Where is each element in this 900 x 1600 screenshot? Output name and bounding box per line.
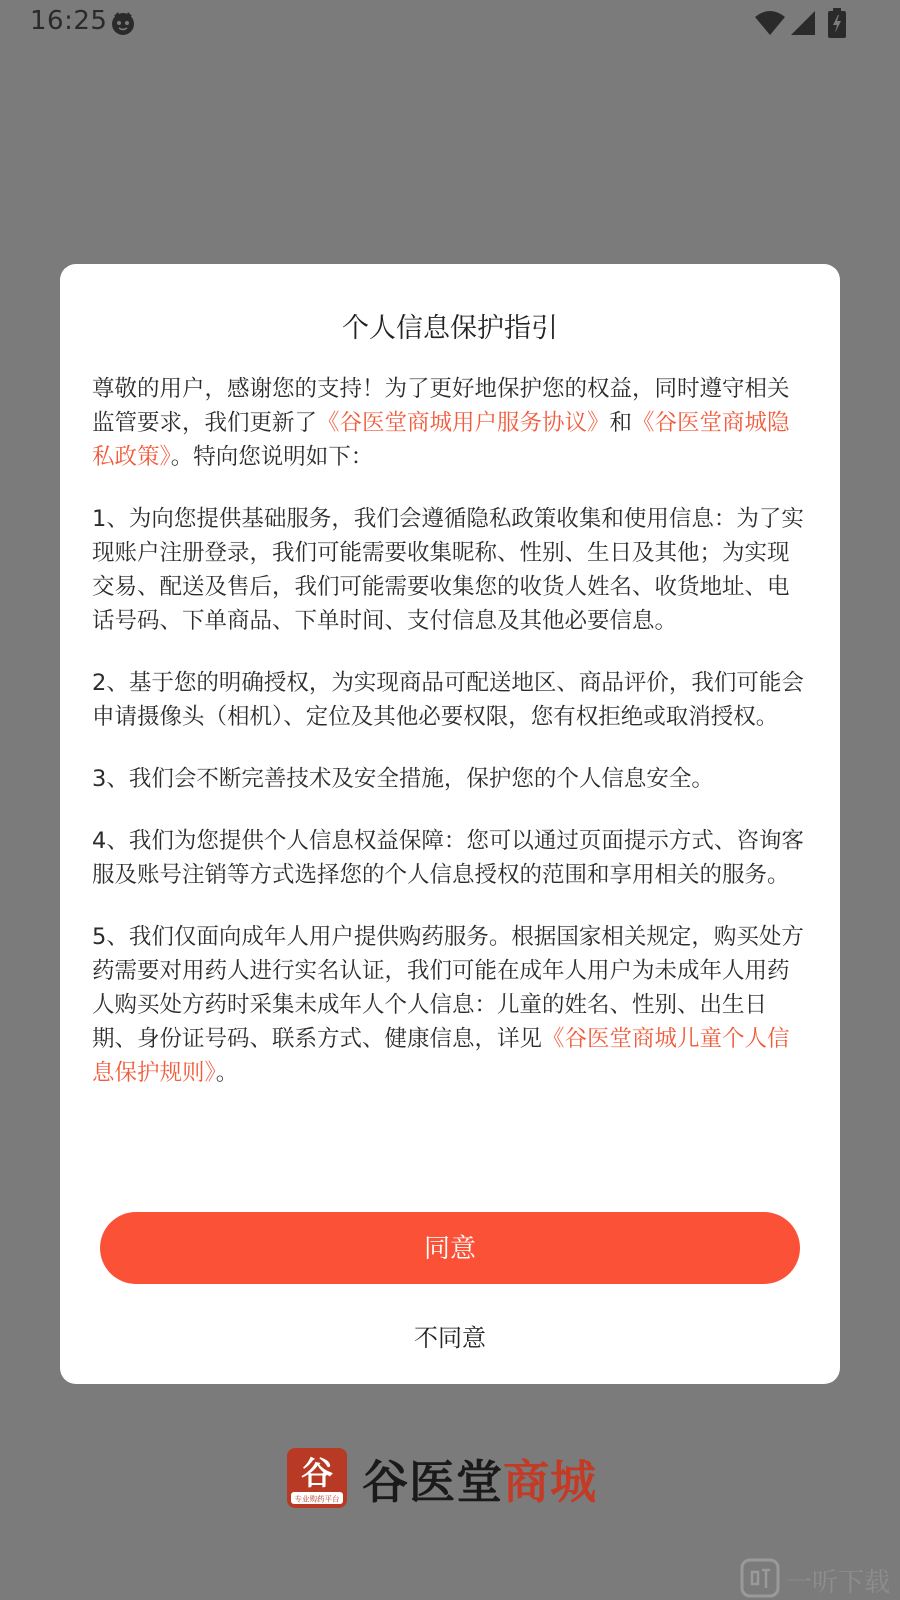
status-time: 16:25 [30, 6, 108, 36]
item-3-paragraph: 3、我们会不断完善技术及安全措施，保护您的个人信息安全。 [92, 766, 714, 792]
child-privacy-rules-link[interactable]: 《谷医堂商城儿童个人信息保护规则》 [92, 1026, 790, 1086]
privacy-dialog [60, 264, 840, 1384]
item-5-paragraph [92, 920, 810, 1090]
item-1-paragraph: 1、为向您提供基础服务，我们会遵循隐私政策收集和使用信息：为了实现账户注册登录，我们可能需要收集昵称、性别、生日及其他；为实现交易、配送及售后，我们可能需要收集您的收货人姓名、收货地址、电话号码、下单商品、下单时间、支付信息及其他必要信息。 [92, 506, 804, 634]
app-logo-icon [287, 1448, 347, 1508]
watermark-logo-icon [740, 1558, 780, 1598]
battery-charging-icon [828, 8, 846, 38]
intro-paragraph [92, 372, 810, 474]
brand-name [362, 1446, 597, 1512]
brand-name-main: 谷医堂 [362, 1455, 503, 1509]
item-2-paragraph: 2、基于您的明确授权，为实现商品可配送地区、商品评价，我们可能会申请摄像头（相机）、定位及其他必要权限，您有权拒绝或取消授权。 [92, 670, 804, 730]
watermark-text: 一听下载 [786, 1568, 891, 1598]
item-5-text: 5、我们仅面向成年人用户提供购药服务。根据国家相关规定，购买处方药需要对用药人进行实名认证，我们可能在成年人用户为未成年人用药人购买处方药时采集未成年人个人信息：儿童的姓名、性别、出生日期、身份证号码、联系方式、健康信息，详见 [92, 924, 804, 1052]
signal-icon [790, 10, 816, 36]
item-4-paragraph: 4、我们为您提供个人信息权益保障：您可以通过页面提示方式、咨询客服及账号注销等方式选择您的个人信息授权的范围和享用相关的服务。 [92, 828, 804, 888]
watermark [740, 1556, 900, 1600]
item-5-ending: 。 [215, 1060, 239, 1086]
intro-ending: 。特向您说明如下： [170, 444, 374, 470]
brand-name-accent: 商城 [503, 1455, 597, 1509]
privacy-policy-link[interactable]: 《谷医堂商城隐私政策》 [92, 410, 790, 470]
dialog-body [92, 372, 810, 1090]
brand-logo [287, 1448, 627, 1512]
logo-character: 谷 [300, 1454, 334, 1492]
logo-subtitle: 专业购药平台 [294, 1494, 340, 1504]
user-agreement-link[interactable]: 《谷医堂商城用户服务协议》 [317, 410, 610, 436]
cat-face-icon [110, 10, 136, 36]
intro-text: 尊敬的用户，感谢您的支持！为了更好地保护您的权益，同时遵守相关监管要求，我们更新了 [92, 376, 790, 436]
agree-button[interactable]: 同意 [100, 1212, 800, 1284]
wifi-icon [754, 10, 786, 36]
status-bar [0, 0, 900, 46]
intro-connector: 和 [609, 410, 633, 436]
disagree-button[interactable]: 不同意 [414, 1324, 486, 1352]
dialog-title: 个人信息保护指引 [342, 313, 558, 344]
